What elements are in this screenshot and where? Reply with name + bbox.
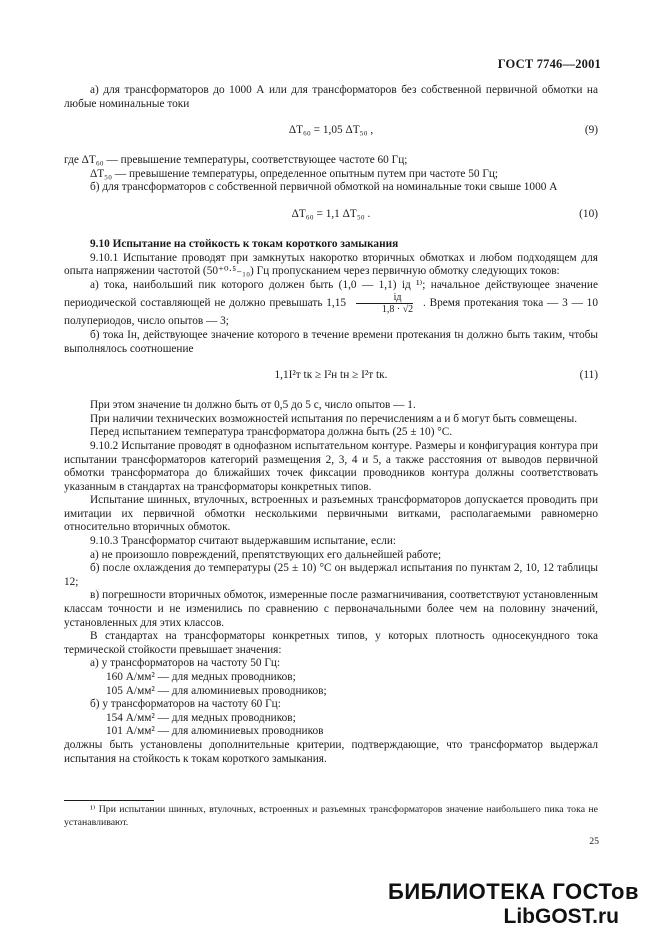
watermark-title: БИБЛИОТЕКА ГОСТов xyxy=(388,879,639,904)
fraction xyxy=(356,292,413,315)
paragraph: б) для трансформаторов с собственной первичной обмоткой на номинальные токи свыше 1000 А xyxy=(90,181,558,194)
paragraph: б) тока Iн, действующее значение которого в течение времени протекания tн должно быть таким, чтобы выполнялось соотношение xyxy=(64,328,598,355)
formula-9 xyxy=(64,119,598,144)
formula-expression: 1,1I²т tк ≥ I²н tн ≥ I²т tк. xyxy=(274,369,388,382)
paragraph: Испытание шинных, втулочных, встроенных и разъемных трансформаторов допускается проводить при имитации их первичной обмотки несколькими первичными витками, располагаемыми равномерно относительно вторичных обмоток. xyxy=(64,494,598,534)
list-item: а) у трансформаторов на частоту 50 Гц: xyxy=(90,657,281,670)
paragraph: Перед испытанием температура трансформатора должна быть (25 ± 10) °С. xyxy=(90,426,453,439)
list-item: б) у трансформаторов на частоту 60 Гц: xyxy=(90,698,281,711)
paragraph: должны быть установлены дополнительные критерии, подтверждающие, что трансформатор выдержал испытания на стойкость к токам короткого замыкания. xyxy=(64,738,598,765)
paragraph: ΔT₅₀ — превышение температуры, определенное опытным путем при частоте 50 Гц; xyxy=(90,167,499,180)
document-body xyxy=(64,84,598,766)
paragraph: При наличии технических возможностей испытания по перечислениям а и б могут быть совмещены. xyxy=(90,412,578,425)
paragraph: а) для трансформаторов до 1000 А или для трансформаторов без собственной первичной обмотки на любые номинальные токи xyxy=(64,84,598,110)
paragraph-part: . Время протекания тока — 3 — 10 полупериодов, число опытов — 3; xyxy=(64,297,598,328)
paragraph xyxy=(64,279,598,329)
page-number: 25 xyxy=(589,836,599,847)
paragraph: где ΔT₆₀ — превышение температуры, соответствующее частоте 60 Гц; xyxy=(64,154,408,167)
formula-expression: ΔT₆₀ = 1,05 ΔT₅₀ , xyxy=(288,124,374,137)
fraction-numerator: iд xyxy=(356,292,413,304)
footnote: ¹⁾ При испытании шинных, втулочных, встроенных и разъемных трансформаторов значение наибольшего пика тока не устанавливают. xyxy=(64,804,598,828)
paragraph: 9.10.1 Испытание проводят при замкнутых накоротко вторичных обмотках и любом подходящем для опыта напряжении частотой (50⁺⁰·⁵₋₁₀) Гц пропусканием через первичную обмотку следующих токов: xyxy=(64,251,598,278)
paragraph: в) погрешности вторичных обмоток, измеренные после размагничивания, соответствуют установленным классам точности и не изменились по сравнению с первоначальными более чем на половину значений, установленных для этих классов. xyxy=(64,589,598,629)
paragraph: 9.10.2 Испытание проводят в однофазном испытательном контуре. Размеры и конфигурация контура при испытании трансформаторов категорий размещения 2, 3, 4 и 5, а также расстояния от выводов первичной обмотки трансформатора до ближайших точек фиксации проводников контура должны соответствовать указанным в стандартах на трансформаторы конкретных типов. xyxy=(64,439,598,493)
paragraph: В стандартах на трансформаторы конкретных типов, у которых плотность односекундного тока термической стойкости превышает значения: xyxy=(64,630,598,656)
document-header: ГОСТ 7746—2001 xyxy=(497,57,601,71)
list-item: 160 А/мм² — для медных проводников; xyxy=(106,671,296,683)
formula-10 xyxy=(64,203,598,228)
formula-expression: ΔT₆₀ = 1,1 ΔT₅₀ . xyxy=(291,207,371,220)
paragraph: б) после охлаждения до температуры (25 ± 10) °С он выдержал испытания по пунктам 2, 10, 12 таблицы 12; xyxy=(64,562,598,588)
list-item: 154 А/мм² — для медных проводников; xyxy=(106,711,296,724)
fraction-denominator: 1,8 · √2 xyxy=(381,304,414,316)
paragraph: При этом значение tн должно быть от 0,5 до 5 с, число опытов — 1. xyxy=(90,399,416,412)
watermark-site: LibGOST.ru xyxy=(503,905,619,928)
list-item: 101 А/мм² — для алюминиевых проводников xyxy=(106,725,324,738)
formula-11 xyxy=(64,364,598,389)
formula-number: (10) xyxy=(579,207,598,220)
footnote-divider xyxy=(64,800,154,801)
paragraph-part: а) тока, наибольший пик которого должен быть (1,0 — 1,1) iд ¹⁾; начальное действующее значение периодической составляющей не должно превышать 1,15 xyxy=(64,278,598,310)
list-item: 105 А/мм² — для алюминиевых проводников; xyxy=(106,684,327,697)
formula-number: (9) xyxy=(584,124,598,137)
paragraph: а) не произошло повреждений, препятствующих его дальнейшей работе; xyxy=(90,548,442,561)
paragraph: 9.10.3 Трансформатор считают выдержавшим испытание, если: xyxy=(90,535,397,548)
watermark-logo[interactable] xyxy=(388,879,639,929)
formula-number: (11) xyxy=(579,369,598,382)
section-heading: 9.10 Испытание на стойкость к токам короткого замыкания xyxy=(90,237,399,250)
